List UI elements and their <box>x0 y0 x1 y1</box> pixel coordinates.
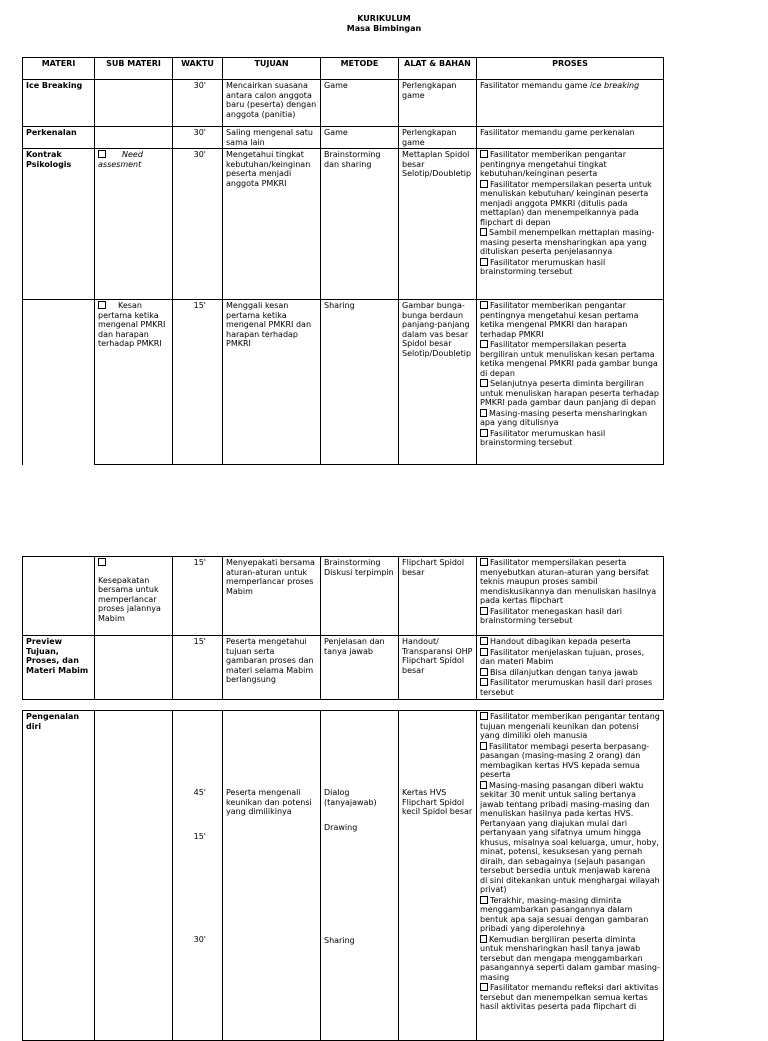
checkbox-icon <box>480 637 488 645</box>
alat-cell: Gambar bunga-bunga berdaun panjang-panjang dalam vas besar Spidol besar Selotip/Doubletip <box>399 300 477 465</box>
proses-item: Fasilitator memberikan pengantar tentang tujuan mengenali keunikan dan potensi yang dimiliki oleh manusia <box>480 712 660 740</box>
checkbox-icon <box>480 668 488 676</box>
checkbox-icon <box>480 712 488 720</box>
checkbox-icon <box>480 742 487 750</box>
waktu-value: 30' <box>193 935 206 944</box>
metode-value: Dialog (tanyajawab) <box>324 788 377 807</box>
checkbox-icon <box>480 678 488 686</box>
metode-cell: Game <box>321 127 399 149</box>
tujuan-cell: Menggali kesan pertama ketika mengenal PMKRI dan harapan terhadap PMKRI <box>223 300 321 465</box>
waktu-cell: 15' <box>173 636 223 700</box>
proses-item: Bisa dilanjutkan dengan tanya jawab <box>480 668 660 678</box>
sub-materi-text: Kesepakatan bersama untuk memperlancar proses jalannya Mabim <box>98 575 161 623</box>
proses-item: Sambil menempelkan mettaplan masing-masing peserta mensharingkan apa yang dituliskan peserta penjelasannya <box>480 228 655 256</box>
alat-cell: Perlengkapan game <box>399 127 477 149</box>
document-subtitle: Masa Bimbingan <box>346 24 422 33</box>
checkbox-icon <box>480 340 488 348</box>
metode-value: Drawing <box>324 823 358 832</box>
proses-item: Fasilitator mempersilakan peserta menyebutkan aturan-aturan yang bersifat teknis maupun proses sambil mendiskusikannya dan menuliskan hasilnya pada kertas flipchart <box>480 558 657 605</box>
sub-materi-cell <box>95 300 173 465</box>
proses-item: Fasilitator merumuskan hasil brainstorming tersebut <box>480 257 606 276</box>
checkbox-icon <box>480 607 488 615</box>
proses-item: Fasilitator memberikan pengantar pentingnya mengetahui kesan pertama ketika mengenal PMKRI dan harapan terhadap PMKRI <box>480 301 639 339</box>
waktu-value: 45' <box>193 788 206 797</box>
sub-materi-cell <box>95 557 173 636</box>
tujuan-text: Peserta mengenali keunikan dan potensi yang dimilikinya <box>226 788 312 816</box>
tujuan-cell: Peserta mengetahui tujuan serta gambaran proses dan materi selama Mabim berlangsung <box>223 636 321 700</box>
checkbox-icon <box>480 150 488 158</box>
document-title: KURIKULUM <box>357 14 411 23</box>
sub-materi-cell <box>95 711 173 1041</box>
materi-cell: Kontrak Psikologis <box>23 149 95 300</box>
alat-cell: Flipchart Spidol besar <box>399 557 477 636</box>
alat-cell: Perlengkapan game <box>399 80 477 127</box>
curriculum-table-3 <box>22 710 664 1041</box>
proses-italic-text: ice breaking <box>589 81 640 90</box>
checkbox-icon <box>480 379 488 387</box>
checkbox-icon <box>98 558 106 566</box>
sub-materi-cell <box>95 80 173 127</box>
waktu-cell: 30' <box>173 127 223 149</box>
checkbox-icon <box>480 935 487 943</box>
proses-item: Fasilitator memandu refleksi dari aktivitas tersebut dan menempelkan semua kertas hasil aktivitas peserta pada flipchart di <box>480 983 659 1011</box>
proses-cell <box>477 149 664 300</box>
checkbox-icon <box>480 180 488 188</box>
table-row-kesepakatan <box>23 557 664 636</box>
table-row-kontrak-need <box>23 149 664 300</box>
tujuan-cell: Menyepakati bersama aturan-aturan untuk memperlancar proses Mabim <box>223 557 321 636</box>
proses-item: Handout dibagikan kepada peserta <box>480 637 660 647</box>
checkbox-icon <box>480 781 487 789</box>
column-header-sub-materi: SUB MATERI <box>95 58 173 80</box>
table-header-row <box>23 58 664 80</box>
materi-cell: Preview Tujuan, Proses, dan Materi Mabim <box>23 636 95 700</box>
checkbox-icon <box>480 648 488 656</box>
proses-item: Terakhir, masing-masing diminta menggambarkan pasangannya dalam bentuk apa saja sesuai dengan gambaran pribadi yang diperolehnya <box>480 895 649 933</box>
tujuan-cell: Saling mengenal satu sama lain <box>223 127 321 149</box>
column-header-materi: MATERI <box>23 58 95 80</box>
proses-cell <box>477 300 664 465</box>
curriculum-table-2 <box>22 556 664 700</box>
checkbox-icon <box>98 301 106 309</box>
tujuan-cell: Mengetahui tingkat kebutuhan/keinginan peserta menjadi anggota PMKRI <box>223 149 321 300</box>
alat-cell <box>399 711 477 1041</box>
waktu-cell: 30' <box>173 149 223 300</box>
materi-cell <box>23 300 95 465</box>
alat-text: Kertas HVS Flipchart Spidol kecil Spidol besar <box>402 788 473 816</box>
materi-cell: Perkenalan <box>23 127 95 149</box>
column-header-waktu: WAKTU <box>173 58 223 80</box>
waktu-cell: 15' <box>173 300 223 465</box>
sub-materi-text: Kesan pertama ketika mengenal PMKRI dan harapan terhadap PMKRI <box>98 301 166 348</box>
proses-text: Fasilitator memandu game <box>480 81 590 90</box>
sub-materi-cell <box>95 127 173 149</box>
checkbox-icon <box>98 150 106 158</box>
proses-item: Fasilitator memberikan pengantar pentingnya mengetahui tingkat kebutuhan/keinginan peserta <box>480 150 626 178</box>
proses-item: Masing-masing pasangan diberi waktu sekitar 30 menit untuk saling bertanya jawab tentang pribadi masing-masing dan menuliskan hasilnya pada kertas HVS. Pertanyaan yang diajukan mulai dari pertanyaan yang sifatnya umum hingga khusus, misalnya soal keluarga, umur, hoby, minat, potensi, kesuksesan yang pernah diraih, dan sebagainya (sejauh pasangan tersebut bersedia untuk menjawab karena di sini ditekankan untuk menghargai wilayah privat) <box>480 780 660 894</box>
proses-item: Fasilitator menegaskan hasil dari brainstorming tersebut <box>480 606 622 625</box>
checkbox-icon <box>480 301 488 309</box>
metode-cell: Sharing <box>321 300 399 465</box>
sub-materi-cell <box>95 149 173 300</box>
table-row-pengenalan-diri <box>23 711 664 1041</box>
proses-cell <box>477 711 664 1041</box>
checkbox-icon <box>480 558 488 566</box>
sub-materi-text: Need assesment <box>98 150 143 169</box>
tujuan-cell <box>223 711 321 1041</box>
metode-cell: Game <box>321 80 399 127</box>
proses-item: Kemudian bergiliran peserta diminta untuk mensharingkan hasil tanya jawab tersebut dan mengapa menggambarkan pasangannya seperti dalam gambar masing-masing <box>480 934 660 982</box>
proses-cell <box>477 636 664 700</box>
proses-item: Fasilitator mempersilakan peserta bergiliran untuk menuliskan kesan pertama ketika mengenal PMKRI pada gambar bunga di depan <box>480 340 658 378</box>
table-row-kontrak-kesan <box>23 300 664 465</box>
waktu-cell <box>173 711 223 1041</box>
proses-cell: Fasilitator memandu game perkenalan <box>477 127 664 149</box>
checkbox-icon <box>480 983 488 991</box>
materi-cell <box>23 557 95 636</box>
proses-item: Fasilitator merumuskan hasil brainstorming tersebut <box>480 428 606 447</box>
metode-cell: Brainstorming dan sharing <box>321 149 399 300</box>
column-header-proses: PROSES <box>477 58 664 80</box>
proses-item: Fasilitator menjelaskan tujuan, proses, dan materi Mabim <box>480 647 645 666</box>
alat-cell: Mettaplan Spidol besar Selotip/Doubletip <box>399 149 477 300</box>
curriculum-table-1 <box>22 57 664 465</box>
alat-cell: Handout/ Transparansi OHP Flipchart Spidol besar <box>399 636 477 700</box>
checkbox-icon <box>480 228 487 236</box>
table-row-preview <box>23 636 664 700</box>
checkbox-icon <box>480 258 488 266</box>
metode-cell: Brainstorming Diskusi terpimpin <box>321 557 399 636</box>
tujuan-cell: Mencairkan suasana antara calon anggota baru (peserta) dengan anggota (panitia) <box>223 80 321 127</box>
checkbox-icon <box>480 429 488 437</box>
materi-cell: Ice Breaking <box>23 80 95 127</box>
metode-cell <box>321 711 399 1041</box>
proses-cell <box>477 80 664 127</box>
column-header-tujuan: TUJUAN <box>223 58 321 80</box>
checkbox-icon <box>480 409 487 417</box>
metode-cell: Penjelasan dan tanya jawab <box>321 636 399 700</box>
proses-item: Fasilitator membagi peserta berpasang-pasangan (masing-masing 2 orang) dan membagikan kertas HVS kepada semua peserta <box>480 741 650 779</box>
proses-item: Fasilitator mempersilakan peserta untuk menuliskan kebutuhan/ keinginan peserta menjadi anggota PMKRI (ditulis pada mettaplan) dan menempelkannya pada flipchart di depan <box>480 179 652 227</box>
materi-cell: Pengenalan diri <box>23 711 95 1041</box>
column-header-metode: METODE <box>321 58 399 80</box>
waktu-cell: 15' <box>173 557 223 636</box>
metode-value: Sharing <box>324 935 355 945</box>
waktu-cell: 30' <box>173 80 223 127</box>
sub-materi-cell <box>95 636 173 700</box>
proses-cell <box>477 557 664 636</box>
proses-item: Fasilitator merumuskan hasil dari proses tersebut <box>480 678 653 697</box>
table-row-perkenalan <box>23 127 664 149</box>
table-row-ice-breaking <box>23 80 664 127</box>
column-header-alat-bahan: ALAT & BAHAN <box>399 58 477 80</box>
proses-item: Selanjutnya peserta diminta bergiliran untuk menuliskan harapan peserta terhadap PMKRI pada gambar daun panjang di depan <box>480 379 659 407</box>
checkbox-icon <box>480 896 488 904</box>
proses-item: Masing-masing peserta mensharingkan apa yang ditulisnya <box>480 408 648 427</box>
waktu-value: 15' <box>193 831 206 841</box>
